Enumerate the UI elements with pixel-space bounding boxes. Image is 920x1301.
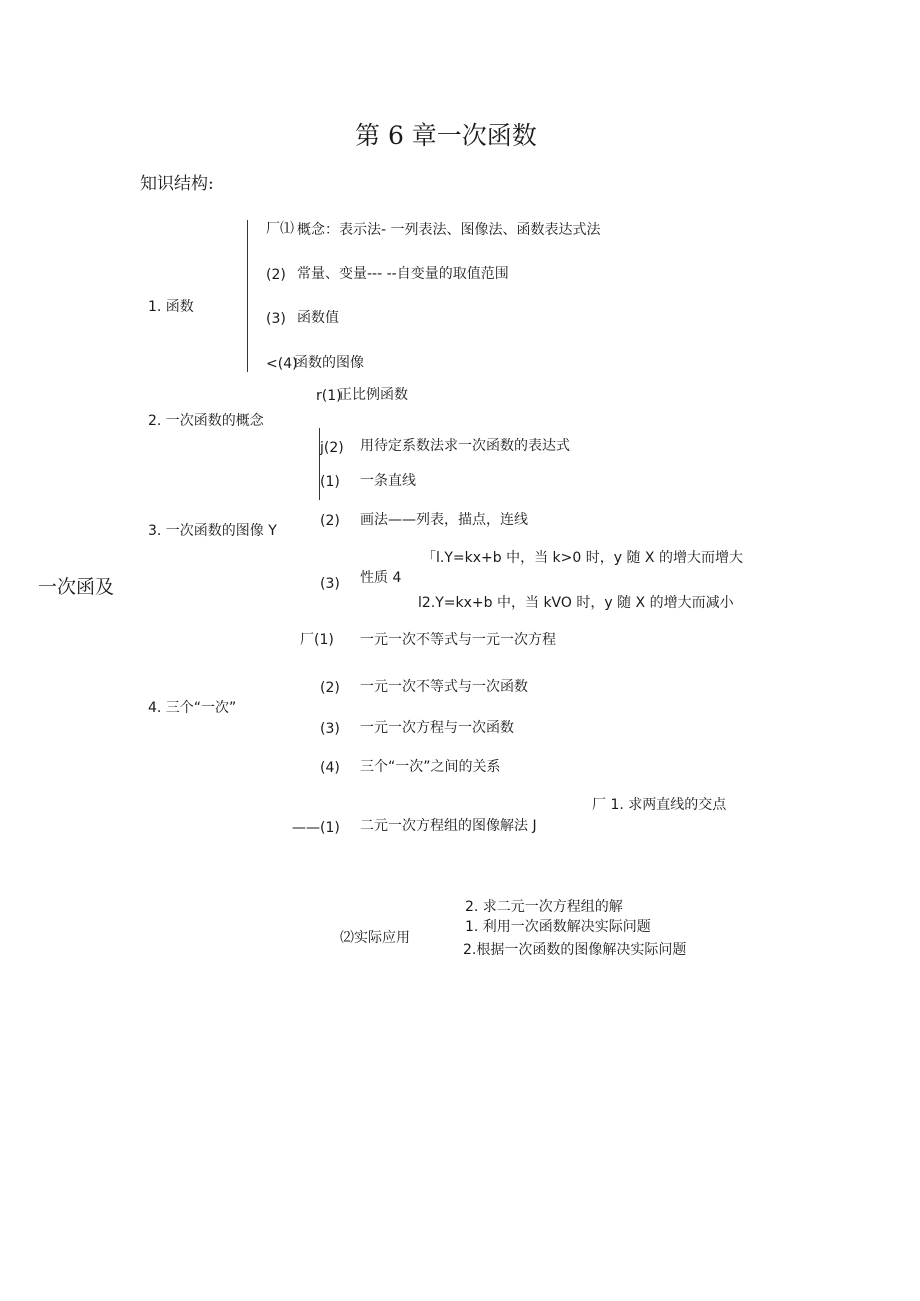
page-title: 第 6 章一次函数 [355, 121, 537, 150]
root-label: 一次函及 [38, 576, 115, 598]
subtitle: 知识结构: [140, 174, 214, 194]
section3-item3-num: (3) [320, 576, 340, 592]
section2-item1-text: 正比例函数 [338, 387, 408, 403]
section2-label: 2. 一次函数的概念 [148, 413, 264, 429]
section1-item3-num: (3) [266, 311, 286, 327]
section3-item2-text: 画法——列表，描点，连线 [360, 512, 528, 528]
section2-item2-text: 用待定系数法求一次函数的表达式 [360, 438, 570, 454]
section3-item1-num: (1) [320, 474, 340, 490]
section3-label: 3. 一次函数的图像 Y [148, 523, 277, 539]
section3-item1-text: 一条直线 [360, 473, 416, 489]
section5-app-sub2: 2.根据一次函数的图像解决实际问题 [463, 942, 687, 958]
section5-item2-label: ⑵实际应用 [340, 930, 410, 946]
section4-item4-text: 三个“一次”之间的关系 [360, 759, 501, 775]
section1-item2-text: 常量、变量--- --自变量的取值范围 [297, 266, 509, 282]
section5-item1-text: 二元一次方程组的图像解法 J [360, 818, 537, 834]
section4-item3-num: (3) [320, 721, 340, 737]
section3-property2: l2.Y=kx+b 中，当 kVO 时，y 随 X 的增大而减小 [418, 595, 734, 611]
section1-item1-num: 厂⑴ [266, 221, 294, 237]
section4-item2-text: 一元一次不等式与一次函数 [360, 679, 528, 695]
section3-item2-num: (2) [320, 513, 340, 529]
section2-item2-num: j(2) [320, 440, 344, 456]
section1-item3-text: 函数值 [297, 310, 339, 326]
section4-item4-num: (4) [320, 760, 340, 776]
section1-bracket [247, 220, 248, 372]
section3-property1: 「l.Y=kx+b 中，当 k>0 时，y 随 X 的增大而增大 [422, 550, 743, 566]
section5-sub1: 厂 1. 求两直线的交点 [592, 797, 727, 813]
section1-item4-text: 函数的图像 [294, 355, 364, 371]
section3-item3-text: 性质 4 [360, 570, 402, 586]
section5-item1-num: ——(1) [292, 820, 340, 836]
section4-item1-text: 一元一次不等式与一元一次方程 [360, 632, 556, 648]
section4-item2-num: (2) [320, 680, 340, 696]
section4-item3-text: 一元一次方程与一次函数 [360, 720, 514, 736]
section4-item1-num: 厂(1) [300, 632, 334, 648]
section2-item1-num: r(1) [316, 388, 342, 404]
section1-label: 1. 函数 [148, 299, 194, 315]
section1-item1-text: 概念：表示法- 一列表法、图像法、函数表达式法 [297, 222, 601, 238]
section5-sub2: 2. 求二元一次方程组的解 [465, 899, 623, 915]
section1-item2-num: (2) [266, 267, 286, 283]
section1-item4-num: <(4) [266, 356, 298, 372]
section4-label: 4. 三个“一次” [148, 700, 237, 716]
section5-app-sub1: 1. 利用一次函数解决实际问题 [465, 919, 651, 935]
